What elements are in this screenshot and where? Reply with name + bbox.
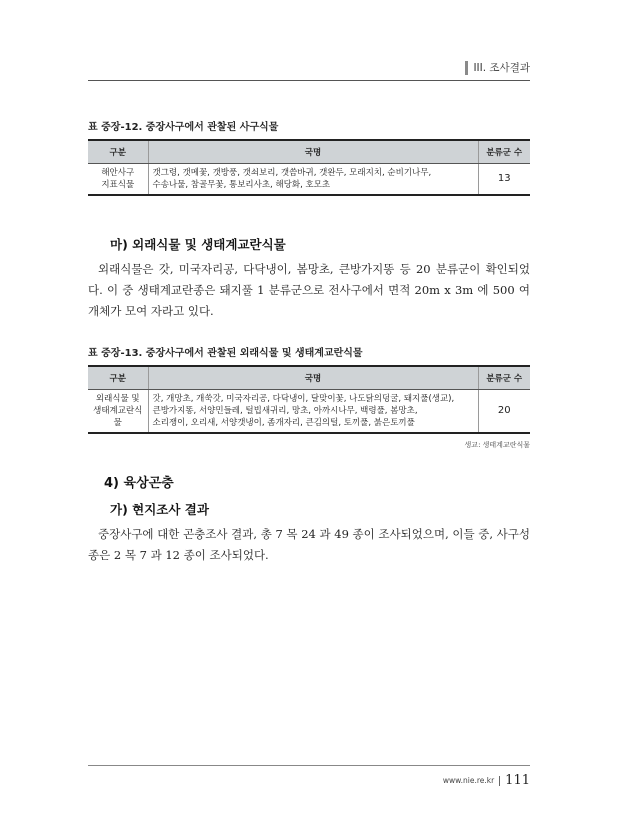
section-4-heading: 4) 육상곤충 — [104, 476, 174, 491]
chapter-label — [465, 60, 530, 75]
section-ma-heading: 마) 외래식물 및 생태계교란식물 — [110, 237, 286, 252]
table2-col-category: 구분 — [88, 366, 148, 390]
table2-row — [88, 390, 530, 434]
table1-col-count: 분류군 수 — [478, 140, 530, 164]
footer-rule — [88, 765, 530, 766]
table1-header-row — [88, 140, 530, 164]
page-number: 111 — [505, 773, 530, 788]
table2 — [88, 365, 530, 434]
table1-category-cell: 해안사구 지표식물 — [88, 164, 148, 196]
table1-col-category: 구분 — [88, 140, 148, 164]
footer-separator — [499, 776, 500, 786]
table2-col-species: 국명 — [148, 366, 478, 390]
table1-caption: 표 중장-12. 중장사구에서 관찰된 사구식물 — [88, 122, 279, 133]
section-ma-paragraph: 외래식물은 갓, 미국자리공, 다닥냉이, 봄망초, 큰방가지똥 등 20 분류군이 확인되었다. 이 중 생태계교란종은 돼지풀 1 분류군으로 전사구에서 면적 20m x 3m 에 500 여 개체가 모여 자라고 있다. — [88, 262, 530, 318]
table2-header-row — [88, 366, 530, 390]
table2-col-count: 분류군 수 — [478, 366, 530, 390]
table1-row — [88, 164, 530, 196]
page-footer — [443, 773, 530, 788]
table2-species-cell: 갓, 개망초, 개쑥갓, 미국자리공, 다닥냉이, 달맞이꽃, 나도닭의덩굴, 돼지풀(생교), 큰방가지똥, 서양민들레, 털빕새귀리, 망초, 아까시나무, 백령풀, 봄망초, 소리쟁이, 오리새, 서양갯냉이, 좀개자리, 큰김의털, 토끼풀, 붉은토끼풀 — [148, 390, 478, 434]
section-4-paragraph: 중장사구에 대한 곤충조사 결과, 총 7 목 24 과 49 종이 조사되었으며, 이들 중, 사구성종은 2 목 7 과 12 종이 조사되었다. — [88, 527, 530, 562]
table2-category-cell: 외래식물 및 생태계교란식물 — [88, 390, 148, 434]
header-bar-mark — [465, 61, 468, 75]
chapter-title: III. 조사결과 — [473, 62, 530, 74]
table1-count-cell: 13 — [478, 164, 530, 196]
running-header — [88, 58, 530, 81]
table1 — [88, 139, 530, 196]
table1-species-cell: 갯그령, 갯메꽃, 갯방풍, 갯쇠보리, 갯씀바귀, 갯완두, 모래지치, 순비기나무, 수송나물, 참골무꽃, 통보리사초, 해당화, 호모초 — [148, 164, 478, 196]
table2-count-cell: 20 — [478, 390, 530, 434]
table1-col-species: 국명 — [148, 140, 478, 164]
table2-footnote: 생교: 생태계교란식물 — [464, 441, 530, 449]
footer-url: www.nie.re.kr — [442, 776, 495, 785]
section-4-subheading: 가) 현지조사 결과 — [110, 502, 209, 517]
table2-caption: 표 중장-13. 중장사구에서 관찰된 외래식물 및 생태계교란식물 — [88, 348, 363, 359]
